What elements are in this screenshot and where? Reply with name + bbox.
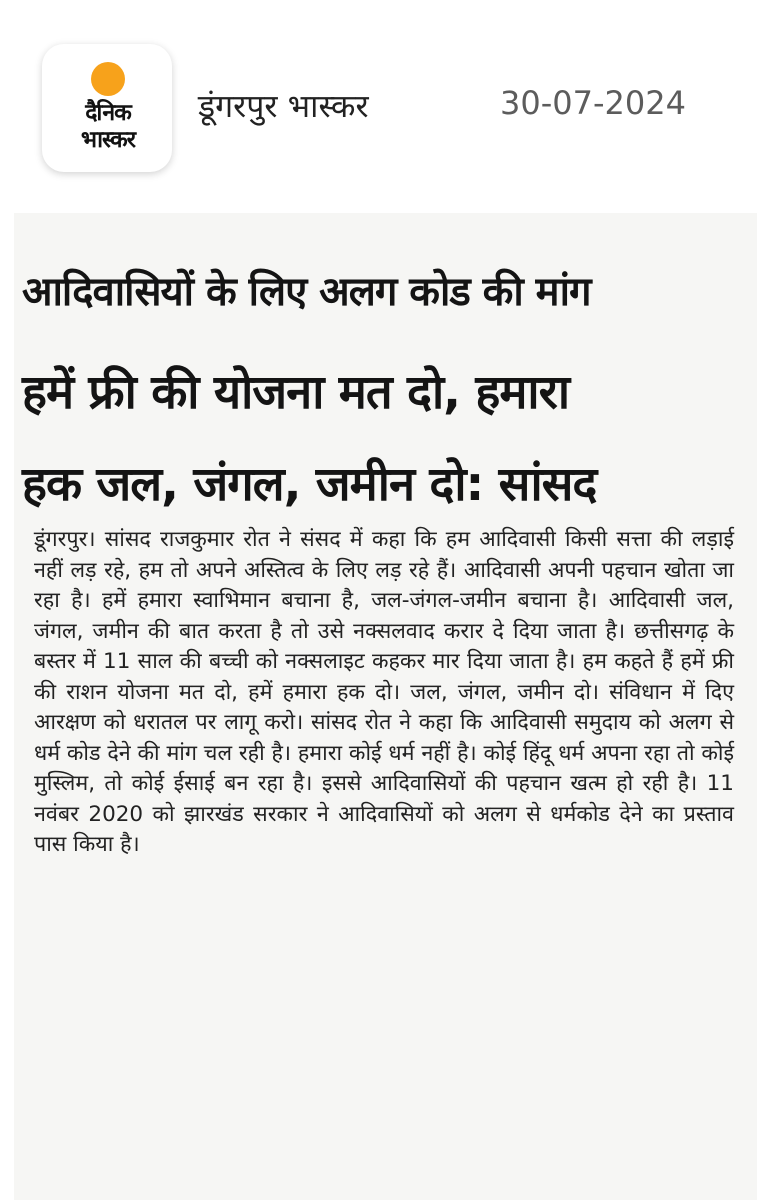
edition-name: डूंगरपुर भास्कर — [198, 87, 369, 125]
article-headline-line2: हक जल, जंगल, जमीन दो: सांसद — [22, 457, 597, 512]
logo-text-line1: दैनिक — [85, 100, 131, 126]
page-header — [0, 0, 757, 200]
edition-date: 30-07-2024 — [500, 84, 686, 122]
article-kicker: आदिवासियों के लिए अलग कोड की मांग — [22, 269, 591, 315]
logo-text-line2: भास्कर — [80, 127, 136, 153]
article-body: डूंगरपुर। सांसद राजकुमार रोत ने संसद में कहा कि हम आदिवासी किसी सत्ता की लड़ाई नहीं लड़ रहे, हम तो अपने अस्तित्व के लिए लड़ रहे हैं। आदिवासी अपनी पहचान खोता जा रहा है। हमें हमारा स्वाभिमान बचाना है, जल-जंगल-जमीन बचाना है। आदिवासी जल, जंगल, जमीन की बात करता है तो उसे नक्सलवाद करार दे दिया जाता है। छत्तीसगढ़ के बस्तर में 11 साल की बच्ची को नक्सलाइट कहकर मार दिया जाता है। हम कहते हैं हमें फ्री की राशन योजना मत दो, हमें हमारा हक दो। जल, जंगल, जमीन दो। संविधान में दिए आरक्षण को धरातल पर लागू करो। सांसद रोत ने कहा कि आदिवासी समुदाय को अलग से धर्म कोड देने की मांग चल रही है। हमारा कोई धर्म नहीं है। कोई हिंदू धर्म अपना रहा तो कोई मुस्लिम, तो कोई ईसाई बन रहा है। इससे आदिवासियों की पहचान खत्म हो रही है। 11 नवंबर 2020 को झारखंड सरकार ने आदिवासियों को अलग से धर्मकोड देने का प्रस्ताव पास किया है। — [34, 527, 734, 857]
article-headline-line1: हमें फ्री की योजना मत दो, हमारा — [22, 365, 569, 420]
logo-sun-icon — [91, 62, 125, 96]
